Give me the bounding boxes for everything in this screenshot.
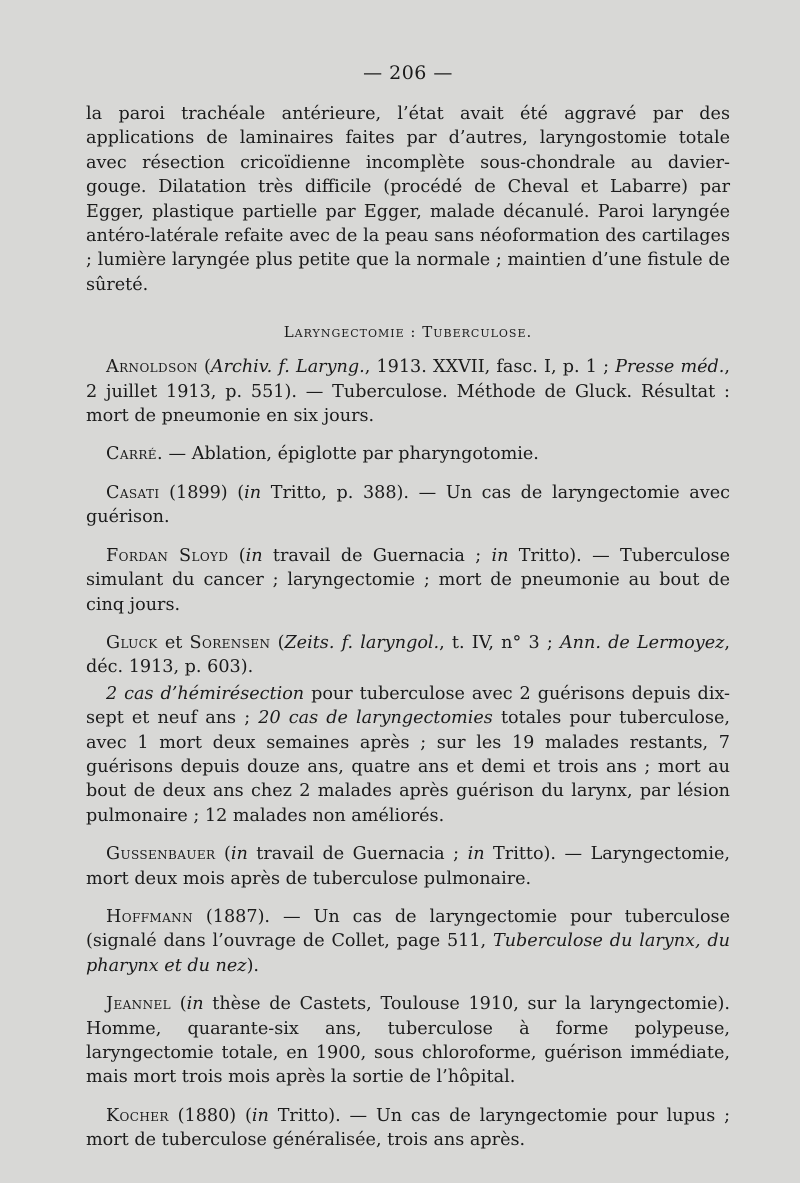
entry-gluck-sorensen-details: 2 cas d’hémirésection pour tuberculose avec 2 guérisons depuis dix-sept et neuf ans ; 20 cas de laryngectomies totales pour tuberculose, avec 1 mort deux semaines après ; sur les 19 malades restants, 7 guérisons depuis douze ans, quatre ans et demi et trois ans ; mort au bout de deux ans chez 2 malades après guérison du larynx, par lésion pulmonaire ; 12 malades non améliorés. [86, 683, 730, 826]
entry-gussenbauer: Gussenbauer (in travail de Guernacia ; in Tritto). — Laryngectomie, mort deux mois après de tuberculose pulmonaire. [86, 844, 730, 889]
entry-hoffmann: Hoffmann (1887). — Un cas de laryngectomie pour tuberculose (signalé dans l’ouvrage de Collet, page 511, Tuberculose du larynx, du pharynx et du nez). [86, 906, 730, 976]
author-name: Casati [106, 482, 160, 503]
entry-fordan-sloyd: Fordan Sloyd (in travail de Guernacia ; in Tritto). — Tuberculose simulant du cancer ; laryngectomie ; mort de pneumonie au bout de cinq jours. [86, 545, 730, 615]
author-name: Gussenbauer [106, 844, 216, 865]
author-name: Jeannel [106, 994, 172, 1015]
author-name: Sorensen [189, 632, 271, 653]
author-name: Kocher [106, 1105, 169, 1126]
page-number: — 206 — [363, 62, 453, 84]
entry-kocher: Kocher (1880) (in Tritto). — Un cas de laryngectomie pour lupus ; mort de tuberculose généralisée, trois ans après. [86, 1105, 731, 1151]
author-name: Arnoldson [106, 357, 198, 378]
entry-arnoldson: Arnoldson (Archiv. f. Laryng., 1913. XXVII, fasc. I, p. 1 ; Presse méd., 2 juillet 1913, p. 551). — Tuberculose. Méthode de Gluck. Résultat : mort de pneumonie en six jours. [86, 357, 730, 427]
author-name: Gluck [106, 632, 158, 653]
author-name: Hoffmann [106, 906, 193, 927]
entry-gluck-sorensen: Gluck et Sorensen (Zeits. f. laryngol., t. IV, n° 3 ; Ann. de Lermoyez, déc. 1913, p. 603). [86, 632, 730, 678]
section-title: Laryngectomie : Tuberculose. [283, 323, 533, 342]
entry-casati: Casati (1899) (in Tritto, p. 388). — Un cas de laryngectomie avec guérison. [86, 482, 730, 528]
entry-jeannel: Jeannel (in thèse de Castets, Toulouse 1910, sur la laryngectomie). Homme, quarante-six ans, tuberculose à forme polypeuse, laryngectomie totale, en 1900, sous chloroforme, guérison immédiate, mais mort trois mois après la sortie de l’hôpital. [86, 994, 730, 1088]
intro-paragraph: la paroi trachéale antérieure, l’état avait été aggravé par des applications de laminaires faites par d’autres, laryngostomie totale avec résection cricoïdienne incomplète sous-chondrale au davier-gouge. Dilatation très difficile (procédé de Cheval et Labarre) par Egger, plastique partielle par Egger, malade décanulé. Paroi laryngée antéro-latérale refaite avec de la peau sans néoformation des cartilages ; lumière laryngée plus petite que la normale ; maintien d’une fistule de sûreté. [86, 104, 730, 295]
entry-carre: Carré. — Ablation, épiglotte par pharyngotomie. [106, 444, 539, 465]
author-name: Carré. [106, 444, 163, 465]
author-name: Fordan Sloyd [106, 545, 229, 566]
